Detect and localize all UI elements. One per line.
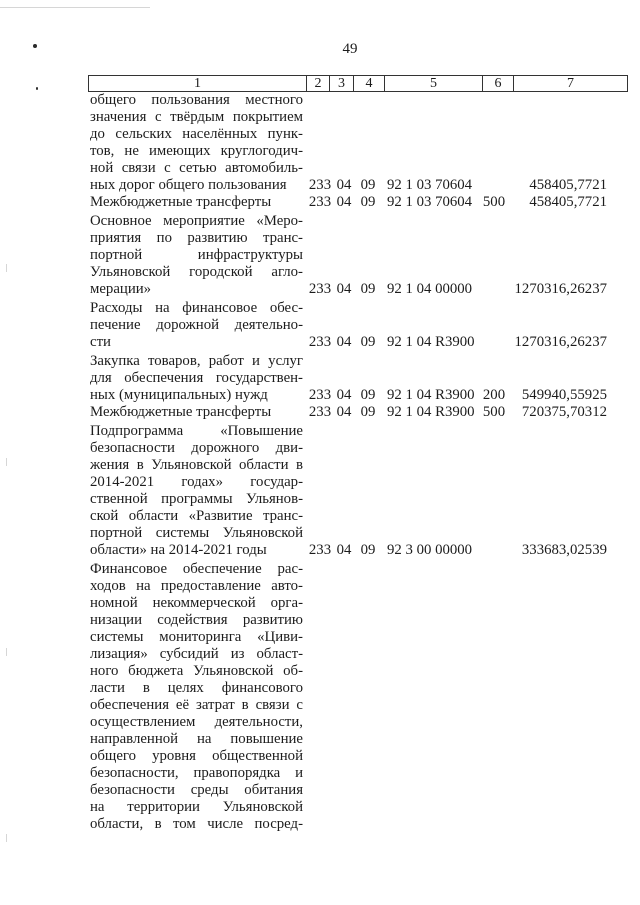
- table-row: [0, 423, 640, 559]
- section-code: 04: [336, 403, 352, 420]
- ministry-code: 233: [308, 541, 332, 558]
- scan-dot: [33, 44, 37, 48]
- target-item-code: 92 1 03 70604: [387, 193, 473, 210]
- description-line: ходов на предоставление авто-: [90, 577, 303, 594]
- scan-dot: [36, 87, 38, 90]
- description-line: Ульяновской городской агло-: [90, 263, 303, 280]
- target-item-code: 92 1 04 00000: [387, 280, 473, 297]
- row-description: [90, 404, 303, 421]
- description-line: портной инфраструктуры: [90, 246, 303, 263]
- row-description: [90, 194, 303, 211]
- description-line: безопасности дорожного дви-: [90, 439, 303, 456]
- description-line: Подпрограмма «Повышение: [90, 422, 303, 439]
- header-col-7: 7: [513, 76, 627, 91]
- description-line: Межбюджетные трансферты: [90, 193, 272, 210]
- header-col-5: 5: [384, 76, 482, 91]
- row-description: [90, 561, 303, 833]
- ministry-code: 233: [308, 333, 332, 350]
- expense-type-code: 200: [482, 386, 506, 403]
- row-description: [90, 213, 303, 298]
- description-line: на территории Ульяновской: [90, 798, 303, 815]
- header-col-6: 6: [482, 76, 513, 91]
- amount-value: 333683,02539: [521, 541, 607, 558]
- description-line: ных дорог общего пользования: [90, 176, 287, 193]
- description-line: печение дорожной деятельно-: [90, 316, 303, 333]
- ministry-code: 233: [308, 176, 332, 193]
- description-line: жения в Ульяновской области в: [90, 456, 303, 473]
- description-line: до сельских населённых пунк-: [90, 125, 303, 142]
- description-line: ской области «Развитие транс-: [90, 507, 303, 524]
- target-item-code: 92 1 04 R3900: [387, 403, 475, 420]
- amount-value: 720375,70312: [521, 403, 607, 420]
- description-line: низации содействия развитию: [90, 611, 303, 628]
- row-description: [90, 92, 303, 194]
- table-row: [0, 300, 640, 351]
- description-line: Финансовое обеспечение рас-: [90, 560, 303, 577]
- section-code: 04: [336, 386, 352, 403]
- target-item-code: 92 1 03 70604: [387, 176, 473, 193]
- description-line: Закупка товаров, работ и услуг: [90, 352, 303, 369]
- table-row: [0, 213, 640, 298]
- section-code: 04: [336, 280, 352, 297]
- row-description: [90, 300, 303, 351]
- description-line: безопасности среды обитания: [90, 781, 303, 798]
- description-line: номной некоммерческой орга-: [90, 594, 303, 611]
- description-line: направленной на повышение: [90, 730, 303, 747]
- description-line: общего уровня общественной: [90, 747, 303, 764]
- description-line: осуществлением деятельности,: [90, 713, 303, 730]
- description-line: ного бюджета Ульяновской об-: [90, 662, 303, 679]
- description-line: области» на 2014-2021 годы: [90, 541, 267, 558]
- ministry-code: 233: [308, 193, 332, 210]
- header-col-1: 1: [194, 76, 201, 91]
- description-line: значения с твёрдым покрытием: [90, 108, 303, 125]
- table-body: [0, 92, 640, 833]
- description-line: лизация» субсидий из област-: [90, 645, 303, 662]
- amount-value: 1270316,26237: [514, 333, 607, 350]
- target-item-code: 92 1 04 R3900: [387, 386, 475, 403]
- expense-type-code: 500: [482, 193, 506, 210]
- table-header: [88, 75, 628, 92]
- header-col-3: 3: [329, 76, 353, 91]
- description-line: Расходы на финансовое обес-: [90, 299, 303, 316]
- target-item-code: 92 1 04 R3900: [387, 333, 475, 350]
- amount-value: 1270316,26237: [514, 280, 607, 297]
- target-item-code: 92 3 00 00000: [387, 541, 473, 558]
- subsection-code: 09: [360, 193, 376, 210]
- description-line: Межбюджетные трансферты: [90, 403, 272, 420]
- description-line: ственной программы Ульянов-: [90, 490, 303, 507]
- subsection-code: 09: [360, 386, 376, 403]
- subsection-code: 09: [360, 176, 376, 193]
- description-line: обеспечения её затрат в связи с: [90, 696, 303, 713]
- subsection-code: 09: [360, 333, 376, 350]
- expense-type-code: 500: [482, 403, 506, 420]
- amount-value: 458405,7721: [529, 176, 607, 193]
- description-line: безопасности, правопорядка и: [90, 764, 303, 781]
- section-code: 04: [336, 176, 352, 193]
- amount-value: 458405,7721: [529, 193, 607, 210]
- description-line: Основное мероприятие «Меро-: [90, 212, 303, 229]
- subsection-code: 09: [360, 403, 376, 420]
- ministry-code: 233: [308, 386, 332, 403]
- description-line: области, в том числе посред-: [90, 815, 303, 832]
- section-code: 04: [336, 193, 352, 210]
- header-col-4: 4: [353, 76, 384, 91]
- row-description: [90, 353, 303, 404]
- table-row: [0, 194, 640, 211]
- subsection-code: 09: [360, 280, 376, 297]
- subsection-code: 09: [360, 541, 376, 558]
- description-line: сти: [90, 333, 111, 350]
- description-line: тов, не имеющих круглогодич-: [90, 142, 303, 159]
- description-line: общего пользования местного: [90, 91, 303, 108]
- description-line: ласти в целях финансового: [90, 679, 303, 696]
- description-line: ной связи с сетью автомобиль-: [90, 159, 303, 176]
- table-row: [0, 561, 640, 833]
- amount-value: 549940,55925: [521, 386, 607, 403]
- section-code: 04: [336, 541, 352, 558]
- description-line: мерации»: [90, 280, 152, 297]
- table-row: [0, 353, 640, 404]
- table-row: [0, 404, 640, 421]
- description-line: 2014-2021 годах» государ-: [90, 473, 303, 490]
- description-line: приятия по развитию транс-: [90, 229, 303, 246]
- description-line: системы мониторинга «Циви-: [90, 628, 303, 645]
- section-code: 04: [336, 333, 352, 350]
- header-col-2: 2: [306, 76, 329, 91]
- table-row: [0, 92, 640, 194]
- scan-edge-line: [0, 7, 150, 8]
- description-line: для обеспечения государствен-: [90, 369, 303, 386]
- page-number: 49: [342, 41, 358, 57]
- ministry-code: 233: [308, 280, 332, 297]
- row-description: [90, 423, 303, 559]
- description-line: портной системы Ульяновской: [90, 524, 303, 541]
- description-line: ных (муниципальных) нужд: [90, 386, 268, 403]
- scan-edge-mark: [6, 834, 7, 842]
- ministry-code: 233: [308, 403, 332, 420]
